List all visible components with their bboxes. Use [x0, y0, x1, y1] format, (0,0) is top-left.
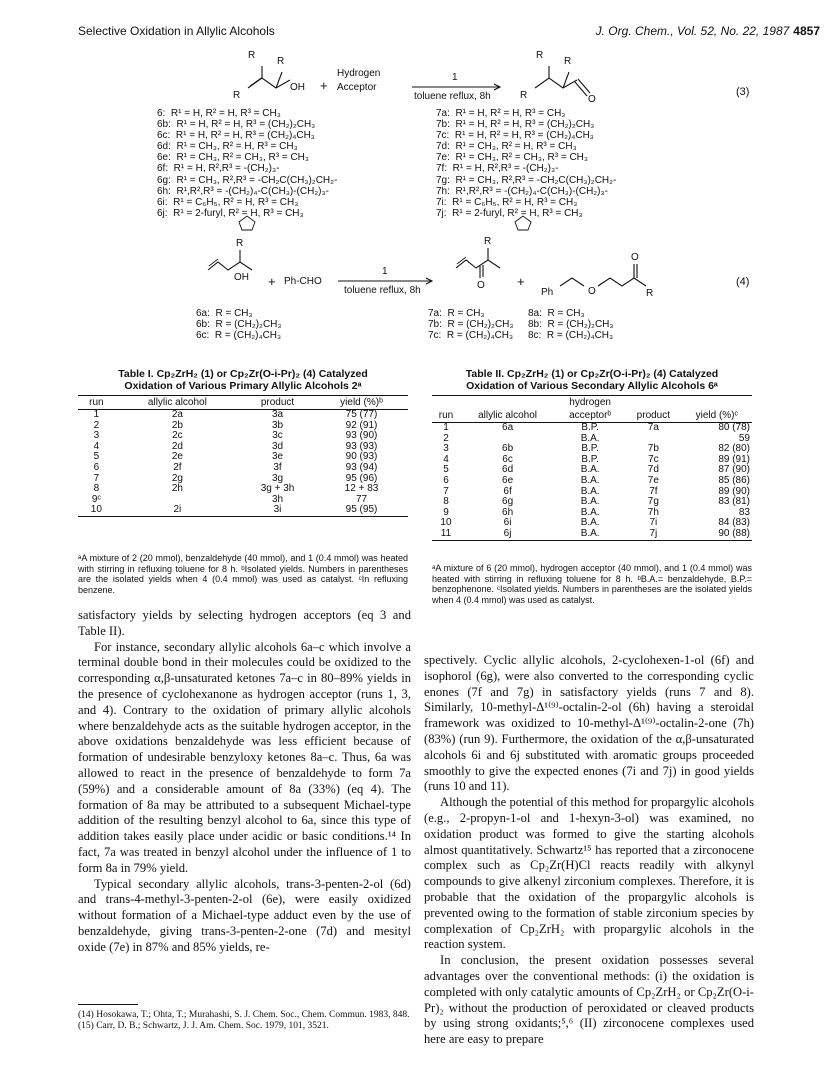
- table1-row-cell: 3b: [271, 419, 284, 431]
- product-r1: R: [520, 90, 528, 101]
- table2-row-cell: 6i: [503, 517, 512, 529]
- header-title: Selective Oxidation in Allylic Alcohols: [78, 24, 275, 38]
- table2: [432, 395, 752, 541]
- footnote-rule: [78, 1004, 138, 1005]
- table2-row-cell: B.A.: [580, 506, 600, 518]
- table2-row-cell: 2: [443, 432, 449, 444]
- table2-row-cell: 89 (90): [718, 485, 750, 497]
- table2-row-cell: 7j: [625, 529, 682, 540]
- reaction-schemes: [0, 0, 825, 360]
- product-8-r: R: [646, 288, 654, 299]
- table2-row-cell: B.A.: [580, 485, 600, 497]
- table2-row-cell: 10: [440, 517, 452, 529]
- table1-row-cell: 12 + 83: [344, 483, 379, 495]
- table2-row-cell: B.A.: [580, 464, 600, 476]
- table2-row-cell: 80 (78): [718, 422, 750, 433]
- table1-caption: [78, 368, 408, 392]
- reactant-4-skeleton: [208, 262, 252, 270]
- reactant-double-bond: [250, 78, 262, 87]
- table1-row-cell: 2g: [171, 472, 183, 484]
- table2-row-cell: 7h: [647, 506, 659, 518]
- table1-header-row: [78, 396, 408, 410]
- table2-footnote: ᵃA mixture of 6 (20 mmol), hydrogen acceptor (40 mmol), and 1 (0.4 mmol) was heated with stirring in refluxing toluene for 8 h. ᵇB.A.= benzaldehyde, B.P.= benzophenone. ᶜIsolated yields. Numbers in parentheses are the isolated yields when 4 (0.4 mmol) was used as catalyst.: [432, 563, 752, 605]
- reactant-4-oh: OH: [234, 272, 249, 283]
- table1-row-cell: 3a: [271, 409, 284, 420]
- table1-row-cell: 5: [93, 451, 100, 463]
- table1-row-cell: 93 (93): [345, 440, 378, 452]
- table2-caption-line1: Table II. Cp₂ZrH₂ (1) or Cp₂Zr(O-i-Pr)₂ (4) Catalyzed: [465, 368, 719, 380]
- table2-row-cell: B.P.: [581, 443, 599, 455]
- conditions-label-4: toluene reflux, 8h: [344, 285, 421, 296]
- table2-body: [432, 423, 752, 541]
- table1-row-cell: 2f: [173, 461, 182, 473]
- table2-row-cell: B.P.: [581, 453, 599, 465]
- table1-row-cell: 77: [355, 493, 368, 505]
- reactant-4-r: R: [236, 238, 244, 249]
- table2-row-cell: 8: [443, 496, 449, 508]
- scheme-structures: [0, 0, 825, 330]
- table2-row-cell: 87 (90): [718, 464, 750, 476]
- table1-row-cell: 95 (96): [345, 472, 378, 484]
- reactant-r2: R: [248, 50, 256, 61]
- list-6-eq4: 6a: R = CH₃ 6b: R = (CH₂)₂CH₃ 6c: R = (CH₂)₄CH₃: [196, 308, 282, 342]
- product-8-ether-o: O: [588, 286, 596, 297]
- reference-14: (14) Hosokawa, T.; Ohta, T.; Murahashi, S. J. Chem. Soc., Chem. Commun. 1983, 848.: [78, 1010, 410, 1020]
- table2-row-cell: 6g: [502, 496, 514, 508]
- table2-row-cell: B.A.: [580, 474, 600, 486]
- table2-row-cell: 85 (86): [718, 474, 750, 486]
- list-7-eq4: 7a: R = CH₃ 7b: R = (CH₂)₂CH₃ 7c: R = (CH₂)₄CH₃: [428, 308, 514, 342]
- table1-row-cell: 2a: [171, 409, 183, 420]
- table1-row-cell: 7: [93, 472, 100, 484]
- table2-col-acceptor: acceptorᵇ: [555, 409, 625, 423]
- table2-row-cell: 6c: [502, 453, 513, 465]
- table1-col-run: run: [78, 396, 115, 410]
- equation-number-3: (3): [736, 86, 750, 98]
- table2-row-cell: 7c: [648, 453, 659, 465]
- table1-row: [78, 410, 408, 421]
- table2-row-cell: 11: [432, 529, 460, 540]
- plus-sign: +: [320, 78, 328, 93]
- table2-row-cell: B.A.: [555, 529, 625, 540]
- carbonyl-double-bond: [578, 79, 590, 93]
- table2-row-cell: 82 (80): [718, 443, 750, 455]
- table2-row-cell: 6d: [502, 464, 514, 476]
- body-left-para-2: For instance, secondary allylic alcohols 6a–c which involve a terminal double bond in their molecules could be oxidized to the corresponding α,β-unsaturated ketones 7a–c in 80–89% yields in the presence of cyclohexanone as hydrogen acceptor (runs 1, 3, and 4). Contrary to the oxidation of primary allylic alcohols where benzaldehyde acts as the suitable hydrogen acceptor, in the above oxidations benzaldehyde was less efficient because of formation of undesirable benzyloxy ketones 8a–c. Thus, 6a was allowed to react in the presence of benzaldehyde to form 7a (59%) and a considerable amount of 8a (33%) (eq 4). The formation of 8a may be attributed to a subsequent Michael-type addition of the resulting benzyl alcohol to 6a, since this type of addition takes easily place under acidic or basic conditions.¹⁴ In fact, 7a was treated in benzyl alcohol under the influence of 1 to form 8a in 79% yield.: [78, 639, 411, 875]
- table1-row-cell: 3d: [271, 440, 284, 452]
- conditions-label: toluene reflux, 8h: [414, 91, 491, 102]
- table1-row-cell: 75 (77): [345, 409, 378, 420]
- product-r3: R: [564, 56, 572, 67]
- table2-row-cell: 1: [443, 422, 449, 433]
- table1-col-product: product: [240, 396, 315, 410]
- body-right-para-3: In conclusion, the present oxidation possesses several advantages over the conventional methods: (i) the oxidation is completed with only catalytic amounts of Cp₂ZrH₂ or Cp₂Zr(O-i-Pr)₂ without the production of peroxidated or cleaved products by using strong oxidants;⁵,⁶ (II) zirconocene complexes used here are easy to prepare: [424, 953, 754, 1047]
- product-8-chain-a: [560, 278, 584, 286]
- reactant-oh: OH: [290, 82, 305, 93]
- table1-row-cell: 92 (91): [345, 419, 378, 431]
- table2-row-cell: 5: [443, 464, 449, 476]
- equation-number-4: (4): [736, 276, 750, 288]
- table2-header-row: [432, 409, 752, 423]
- table2-row-cell: 3: [443, 443, 449, 455]
- product-list: 7a: R¹ = H, R² = H, R³ = CH₃ 7b: R¹ = H, R² = H, R³ = (CH₂)₂CH₃ 7c: R¹ = H, R² = H, R³ = (CH₂)₄CH₃ 7d: R¹ = CH₃, R² = H, R³ = CH₃ 7e: R¹ = CH₃, R² = CH₃, R³ = CH₃ 7f: R¹ = H, R²,R³ = -(CH₂)₃- 7g: R¹ = CH₃, R²,R³ = -CH₂C(CH₃)₂CH₂- 7h: R¹,R²,R³ = -(CH₂)₄-C(CH₃)-(CH₂)₃- 7i: R¹ = C₆H₅, R² = H, R³ = CH₃ 7j: R¹ = 2-furyl, R² = H, R³ = CH₃: [436, 108, 617, 219]
- acceptor-line1: Hydrogen: [337, 68, 381, 79]
- product-skeleton: [535, 78, 577, 88]
- table2-row-cell: 4: [443, 453, 449, 465]
- table1-row-cell: 3g + 3h: [260, 483, 295, 495]
- table1-row-cell: 3: [93, 430, 100, 442]
- table2-caption-line2: Oxidation of Various Secondary Allylic Alcohols 6ᵃ: [466, 380, 718, 392]
- table1-caption-line1: Table I. Cp₂ZrH₂ (1) or Cp₂Zr(O-i-Pr)₂ (4) Catalyzed: [118, 368, 368, 380]
- table2-row-cell: B.A.: [580, 496, 600, 508]
- product-8-ph: Ph: [541, 287, 554, 298]
- table1-body: [78, 410, 408, 517]
- table1-row-cell: 3e: [271, 451, 284, 463]
- carbonyl-bond: [575, 82, 587, 96]
- table1-row-cell: 8: [93, 483, 100, 495]
- table2-col-run: run: [432, 409, 460, 423]
- product-8-chain-b: [598, 278, 646, 286]
- acceptor-line2: Acceptor: [337, 82, 377, 93]
- table1-row-cell: 10: [78, 505, 115, 516]
- catalyst-label: 1: [452, 72, 458, 83]
- table2-row-cell: 6: [443, 474, 449, 486]
- table2-row: [432, 529, 752, 540]
- table2-row-cell: 6a: [502, 422, 514, 433]
- body-left-column: [78, 608, 411, 956]
- table2-row-cell: 90 (88): [682, 529, 752, 540]
- table2-row-cell: 7b: [647, 443, 659, 455]
- table2-header-hydrogen: hydrogen: [555, 396, 625, 410]
- body-right-para-2: Although the potential of this method for propargylic alcohols (e.g., 2-propyn-1-ol and 1-hexyn-3-ol) was examined, no oxidation product was formed to give the starting alcohols almost quantitatively. Schwartz¹⁵ has reported that a zirconocene complex such as Cp₂Zr(H)Cl reacts readily with alkynyl compounds to give alkenyl zirconium complexes. Therefore, it is probable that the oxidation of the propargylic alcohols is prevented owing to the formation of stable zirconium species by complexation of Cp₂ZrH₂ with propargylic alcohols in the reaction system.: [424, 795, 754, 952]
- list-8-eq4: 8a: R = CH₃ 8b: R = (CH₂)₂CH₃ 8c: R = (CH₂)₄CH₃: [528, 308, 614, 342]
- table2-header-row-top: [432, 396, 752, 410]
- table2-caption: [432, 368, 752, 392]
- table1-footnote: ᵃA mixture of 2 (20 mmol), benzaldehyde (40 mmol), and 1 (0.4 mmol) was heated with stirring in refluxing toluene for 8 h. ᵇIsolated yields. Numbers in parentheses are the isolated yields when 4 (0.4 mmol) was used as catalyst. ᶜIn refluxing benzene.: [78, 553, 408, 595]
- table2-row-cell: 84 (83): [718, 517, 750, 529]
- table1-row-cell: 1: [93, 409, 100, 420]
- table1-row-cell: 93 (90): [345, 430, 378, 442]
- table2-row-cell: 7: [443, 485, 449, 497]
- product-7-r: R: [484, 236, 492, 247]
- table1-col-yield: yield (%)ᵇ: [315, 396, 408, 410]
- table1-row-cell: 2b: [171, 419, 183, 431]
- reactant-r1: R: [233, 90, 241, 101]
- table1-row-cell: 90 (93): [345, 451, 378, 463]
- table2-row-cell: B.A.: [580, 517, 600, 529]
- table1-row-cell: 3i: [240, 505, 315, 516]
- table2-row-cell: 6j: [460, 529, 555, 540]
- table2-row-cell: 7a: [647, 422, 659, 433]
- table2-row-cell: 7d: [647, 464, 659, 476]
- table2-row: [432, 423, 752, 434]
- table2-row-cell: 59: [738, 432, 750, 444]
- table2-col-yield: yield (%)ᶜ: [682, 409, 752, 423]
- table1-row-cell: 95 (95): [315, 505, 408, 516]
- table1-row-cell: 3h: [271, 493, 284, 505]
- benzaldehyde-label: Ph-CHO: [284, 276, 322, 287]
- table2-row-cell: 7f: [649, 485, 658, 497]
- product-o: O: [588, 94, 596, 105]
- plus-sign-4a: +: [268, 274, 276, 289]
- body-left-para-3: Typical secondary allylic alcohols, trans-3-penten-2-ol (6d) and trans-4-methyl-3-penten-2-ol (6e), were easily oxidized without formation of a Michael-type adduct even by the use of benzaldehyde, giving trans-3-penten-2-one (7d) and mesityl oxide (7e) in 87% and 85% yields, re-: [78, 876, 411, 954]
- table1-col-alcohol: allylic alcohol: [115, 396, 240, 410]
- table2-row-cell: 6b: [502, 443, 514, 455]
- table2-row-cell: 6f: [503, 485, 512, 497]
- table2-row-cell: B.P.: [581, 422, 599, 433]
- catalyst-label-4: 1: [382, 266, 388, 277]
- plus-sign-4b: +: [517, 274, 525, 289]
- table2-col-alcohol: allylic alcohol: [460, 409, 555, 423]
- table2-row-cell: 83: [738, 506, 750, 518]
- table1-row-cell: 3g: [271, 472, 284, 484]
- reference-15: (15) Carr, D. B.; Schwartz, J. J. Am. Chem. Soc. 1979, 101, 3521.: [78, 1021, 329, 1031]
- reactant-list: 6: R¹ = H, R² = H, R³ = CH₃ 6b: R¹ = H, R² = H, R³ = (CH₂)₂CH₃ 6c: R¹ = H, R² = H, R³ = (CH₂)₄CH₃ 6d: R¹ = CH₃, R² = H, R³ = CH₃ 6e: R¹ = CH₃, R² = CH₃, R³ = CH₃ 6f: R¹ = H, R²,R³ = -(CH₂)₃- 6g: R¹ = CH₃, R²,R³ = -CH₂C(CH₃)₂CH₂- 6h: R¹,R²,R³ = -(CH₂)₄-C(CH₃)-(CH₂)₃- 6i: R¹ = C₆H₅, R² = H, R³ = CH₃ 6j: R¹ = 2-furyl, R² = H, R³ = CH₃: [157, 108, 338, 219]
- table1-row-cell: 2: [93, 419, 100, 431]
- table1-row-cell: 2i: [115, 505, 240, 516]
- table1-row-cell: 4: [93, 440, 100, 452]
- table1-row-cell: 93 (94): [345, 461, 378, 473]
- table2-row-cell: 7g: [647, 496, 659, 508]
- reactant-r3: R: [277, 56, 285, 67]
- table1-row-cell: 2c: [172, 430, 183, 442]
- references: [78, 1010, 411, 1032]
- table1-caption-line2: Oxidation of Various Primary Allylic Alcohols 2ᵃ: [124, 380, 362, 392]
- product-8-carbonyl-o: O: [631, 252, 639, 263]
- table2-row-cell: 6e: [502, 474, 514, 486]
- table2-row-cell: 6h: [502, 506, 514, 518]
- product-r2: R: [536, 50, 544, 61]
- table1-row-cell: 9ᶜ: [91, 493, 101, 505]
- table2-row-cell: 7e: [647, 474, 659, 486]
- table1-row-cell: 2h: [171, 483, 183, 495]
- table1-row: [78, 463, 408, 474]
- product-7-skeleton: [456, 260, 500, 268]
- product-7-o: O: [477, 280, 485, 291]
- table1-row-cell: 2d: [171, 440, 183, 452]
- table1-row-cell: 3c: [272, 430, 283, 442]
- table1: [78, 395, 408, 517]
- table1-row-cell: 3f: [273, 461, 282, 473]
- table2-row-cell: 9: [443, 506, 449, 518]
- table2-row-cell: 7i: [649, 517, 658, 529]
- journal-citation: J. Org. Chem., Vol. 52, No. 22, 1987: [595, 24, 790, 38]
- body-left-para-1: satisfactory yields by selecting hydrogen acceptors (eq 3 and Table II).: [78, 608, 411, 638]
- table1-row-cell: 6: [93, 461, 100, 473]
- page-number: 4857: [793, 24, 820, 38]
- table1-row: [78, 505, 408, 516]
- table2-row: [432, 476, 752, 487]
- table2-row-cell: B.A.: [580, 432, 600, 444]
- body-right-column: [424, 653, 754, 1048]
- table1-row-cell: 2e: [171, 451, 183, 463]
- body-right-para-1: spectively. Cyclic allylic alcohols, 2-cyclohexen-1-ol (6f) and isophorol (6g), were also converted to the corresponding cyclic enones (7f and 7g) in satisfactory yields (runs 7 and 8). Similarly, 10-methyl-Δ¹⁽⁹⁾-octalin-2-ol (6h) having a steroidal framework was oxidized to 10-methyl-Δ¹⁽⁹⁾-octalin-2-one (7h) (83%) (run 9). Furthermore, the oxidation of the α,β-unsaturated alcohols 6i and 6j substituted with aromatic groups proceeded smoothly to give the expected enones (7i and 7j) in good yields (runs 10 and 11).: [424, 653, 754, 794]
- table2-row-cell: 83 (81): [718, 496, 750, 508]
- table2-col-product: product: [625, 409, 682, 423]
- table2-row-cell: 89 (91): [718, 453, 750, 465]
